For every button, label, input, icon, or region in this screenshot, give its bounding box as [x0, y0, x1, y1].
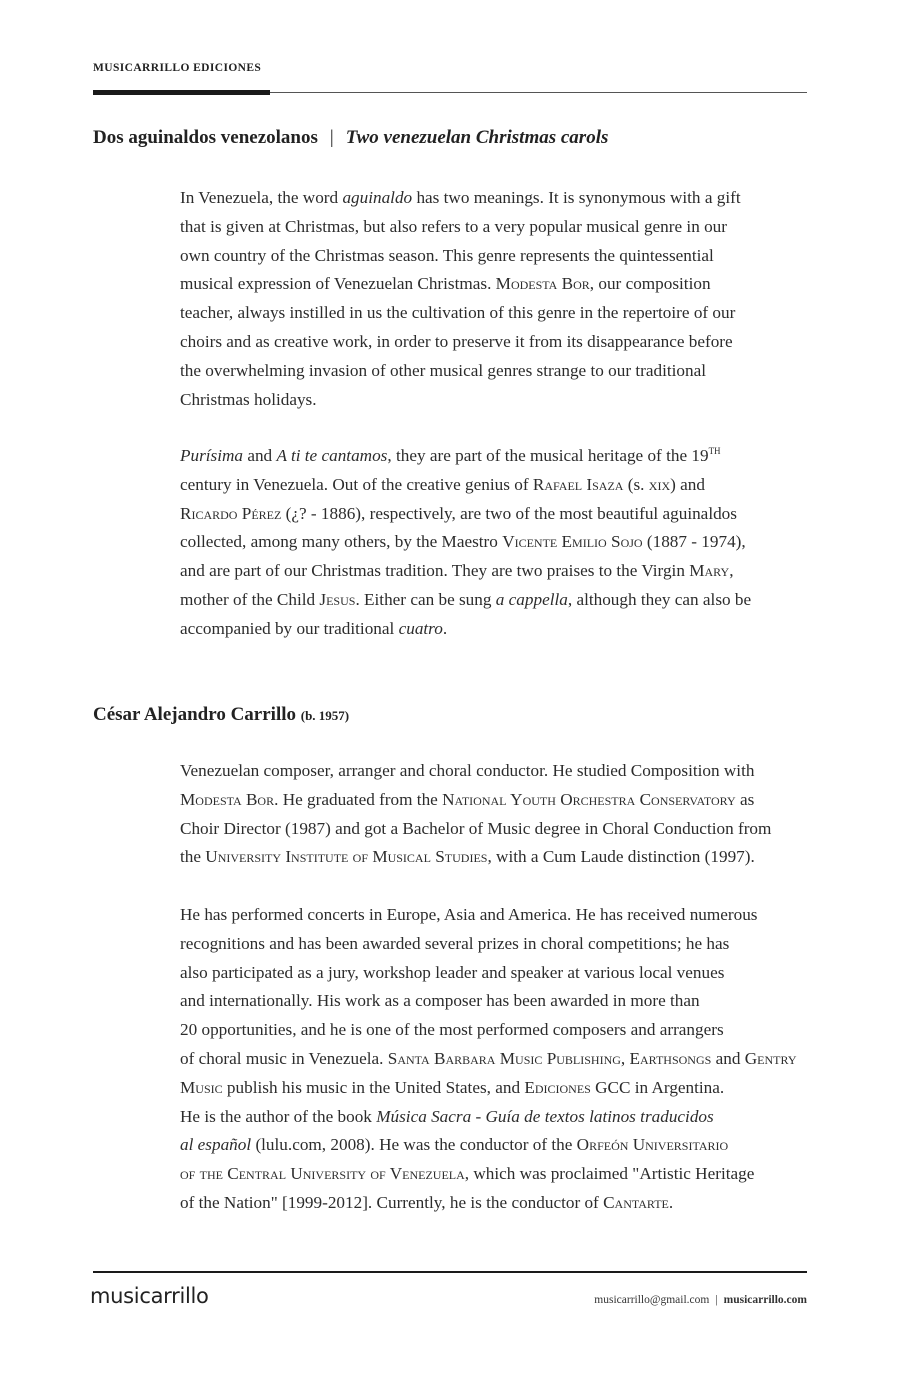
musicarrillo-logo: musicarrillo	[90, 1284, 209, 1308]
text-line: own country of the Christmas season. This genre represents the quintessential	[180, 245, 714, 265]
text-line: He has performed concerts in Europe, Asia and America. He has received numerous	[180, 905, 758, 924]
text-line: Choir Director (1987) and got a Bachelor of Music degree in Choral Conduction from	[180, 818, 772, 838]
text-line: teacher, always instilled in us the cultivation of this genre in the repertoire of our	[180, 303, 736, 323]
text-line: the overwhelming invasion of other musical genres strange to our traditional	[180, 360, 706, 380]
text-line: the University Institute of Musical Studies, with a Cum Laude distinction (1997).	[180, 847, 755, 867]
title-separator: |	[329, 127, 334, 148]
bio-paragraph-1	[180, 757, 808, 872]
footer-rule	[93, 1271, 807, 1273]
section-title-en: Two venezuelan Christmas carols	[345, 127, 609, 148]
text-line: al español (lulu.com, 2008). He was the conductor of the Orfeón Universitario	[180, 1135, 729, 1155]
carols-paragraph	[180, 442, 808, 644]
text-line: collected, among many others, by the Maestro Vicente Emilio Sojo (1887 - 1974),	[180, 532, 746, 552]
composer-birth-year: (b. 1957)	[300, 708, 350, 723]
text-line: mother of the Child Jesus. Either can be sung a cappella, although they can also be	[180, 589, 752, 609]
text-line: Modesta Bor. He graduated from the National Youth Orchestra Conservatory as	[180, 789, 755, 809]
bio-paragraph-2	[180, 901, 808, 1218]
text-line: of the Nation" [1999-2012]. Currently, he is the conductor of Cantarte.	[180, 1192, 674, 1212]
text-line: of choral music in Venezuela. Santa Barbara Music Publishing, Earthsongs and Gentry	[180, 1048, 797, 1068]
contact-separator: |	[715, 1294, 718, 1306]
text-line: and are part of our Christmas tradition. They are two praises to the Virgin Mary,	[180, 561, 734, 581]
text-line: that is given at Christmas, but also refers to a very popular musical genre in our	[180, 216, 727, 236]
text-line: 20 opportunities, and he is one of the most performed composers and arrangers	[180, 1020, 724, 1040]
text-line: recognitions and has been awarded several prizes in choral competitions; he has	[180, 933, 730, 953]
text-line: Venezuelan composer, arranger and choral conductor. He studied Composition with	[180, 761, 755, 780]
text-line: Purísima and A ti te cantamos, they are part of the musical heritage of the 19TH	[180, 446, 721, 465]
text-line: musical expression of Venezuelan Christmas. Modesta Bor, our composition	[180, 274, 711, 294]
text-line: In Venezuela, the word aguinaldo has two meanings. It is synonymous with a gift	[180, 188, 741, 207]
text-line: accompanied by our traditional cuatro.	[180, 618, 448, 638]
header-rule	[270, 92, 807, 93]
text-line: Christmas holidays.	[180, 389, 317, 409]
text-line: He is the author of the book Música Sacra - Guía de textos latinos traducidos	[180, 1106, 714, 1126]
section-title-es: Dos aguinaldos venezolanos	[93, 127, 318, 148]
text-line: Music publish his music in the United States, and Ediciones GCC in Argentina.	[180, 1077, 725, 1097]
publisher-header: MUSICARRILLO EDICIONES	[93, 62, 262, 74]
composer-name: César Alejandro Carrillo	[93, 704, 296, 725]
footer-contact	[594, 1294, 807, 1306]
contact-email[interactable]: musicarrillo@gmail.com	[594, 1294, 710, 1306]
text-line: Ricardo Pérez (¿? - 1886), respectively, are two of the most beautiful aguinaldos	[180, 503, 737, 523]
section-title	[93, 127, 608, 149]
text-line: choirs and as creative work, in order to preserve it from its disappearance before	[180, 331, 733, 351]
website-link[interactable]: musicarrillo.com	[723, 1294, 807, 1306]
composer-heading	[93, 704, 349, 726]
text-line: also participated as a jury, workshop leader and speaker at various local venues	[180, 962, 725, 982]
text-line: century in Venezuela. Out of the creative genius of Rafael Isaza (s. xix) and	[180, 474, 705, 494]
text-line: of the Central University of Venezuela, which was proclaimed "Artistic Heritage	[180, 1164, 755, 1184]
header-rule-accent	[93, 90, 270, 95]
intro-paragraph	[180, 184, 808, 414]
text-line: and internationally. His work as a composer has been awarded in more than	[180, 991, 700, 1011]
